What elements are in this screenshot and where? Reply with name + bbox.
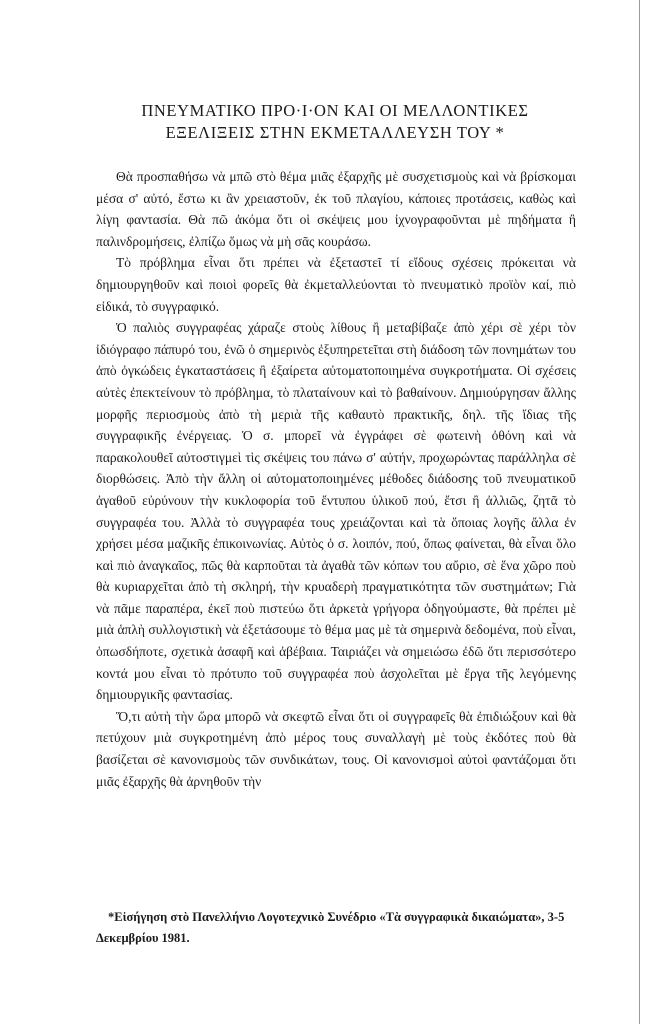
paragraph-2: Τὸ πρόβλημα εἶναι ὅτι πρέπει νὰ ἐξεταστεῖ τί εἴδους σχέσεις πρόκειται νὰ δημιουργηθοῦν καὶ ποιοὶ φορεῖς θὰ ἐκμεταλλεύονται τὸ πνευματικὸ προϊὸν καί, πιὸ εἰδικά, τὸ συγγραφικό. <box>96 255 576 314</box>
paragraph-4: Ὅ,τι αὐτὴ τὴν ὥρα μπορῶ νὰ σκεφτῶ εἶναι ὅτι οἱ συγγραφεῖς θὰ ἐπιδιώξουν καὶ θὰ πετύχουν μιὰ συγκροτημένη ἀπὸ μέρος τους συναλλαγὴ μὲ τοὺς ἐκδότες ποὺ θὰ βασίζεται σὲ κανονισμοὺς τῶν συνδικάτων, τους. Οἱ κανονισμοὶ αὐτοὶ φαντάζομαι ὅτι μιᾶς ἐξαρχῆς θὰ ἀρνηθοῦν τὴν <box>96 708 576 789</box>
article-body <box>96 166 576 792</box>
paragraph-1: Θὰ προσπαθήσω νὰ μπῶ στὸ θέμα μιᾶς ἐξαρχῆς μὲ συσχετισμοὺς καὶ νὰ βρίσκομαι μέσα σ' αὐτό, ἔστω κι ἂν χρειαστοῦν, ἐκ τοῦ πλαγίου, κάποιες προτάσεις, καθὼς καὶ λίγη φαντασία. Θὰ πῶ ἀκόμα ὅτι οἱ σκέψεις μου ἰχνογραφοῦνται μὲ πηδήματα ἢ παλινδρομήσεις, ἐλπίζω ὅμως νὰ μὴ σᾶς κουράσω. <box>96 169 576 249</box>
page-edge-line <box>639 0 640 1024</box>
footnote-text: *Εἰσήγηση στὸ Πανελλήνιο Λογοτεχνικὸ Συνέδριο «Τὰ συγγραφικὰ δικαιώματα», 3-5 Δεκεμβρίου 1981. <box>96 910 565 945</box>
title-line-2: ΕΞΕΛΙΞΕΙΣ ΣΤΗΝ ΕΚΜΕΤΑΛΛΕΥΣΗ ΤΟΥ * <box>165 123 505 142</box>
paragraph-3: Ὁ παλιὸς συγγραφέας χάραζε στοὺς λίθους ἢ μεταβίβαζε ἀπὸ χέρι σὲ χέρι τὸν ἰδιόγραφο πάπυρό του, ἐνῶ ὁ σημερινὸς ἐξυπηρετεῖται στὴ διάδοση τῶν πονημάτων του ἀπὸ ὀγκώδεις ἐγκαταστάσεις ἢ ἐξαίρετα αὐτοματοποιημένα συγκροτήματα. Οἱ σχέσεις αὐτὲς ἐπεκτείνουν τὸ πρόβλημα, τὸ πλαταίνουν καὶ τὸ βαθαίνουν. Δημιούργησαν ἄλλης μορφῆς περιοσμοὺς ἀπὸ τὴ μεριὰ τῆς καθαυτὸ πρακτικῆς, δηλ. τῆς ἴδιας τῆς συγγραφικῆς ἐνέργειας. Ὁ σ. μπορεῖ νὰ ἐγγράφει σὲ φωτεινὴ ὀθόνη καὶ νὰ παρακολουθεῖ αὐτοστιγμεὶ τὶς σκέψεις του πάνω σ' αὐτήν, προχωρώντας παράλληλα σὲ διορθώσεις. Ἀπὸ τὴν ἄλλη οἱ αὐτοματοποιημένες μέθοδες διάδοσης τοῦ πνευματικοῦ ἀγαθοῦ εὐρύνουν τὴν κυκλοφορία τοῦ ἔντυπου ὑλικοῦ πού, ἔτσι ἢ ἀλλιῶς, ζητᾶ τὸ συγγραφέα του. Ἀλλὰ τὸ συγγραφέα τους χρειάζονται καὶ τὰ ὅποιας λογῆς ἄλλα ἐν χρήσει μέσα μαζικῆς ἐπικοινωνίας. Αὐτὸς ὁ σ. λοιπόν, πού, ὅπως φαίνεται, θὰ εἶναι ὅλο καὶ πιὸ ἀναγκαῖος, πῶς θὰ καρποῦται τὰ ἀγαθὰ τῶν κόπων του αὔριο, σὲ ἕνα χῶρο ποὺ θὰ κυριαρχεῖται ἀπὸ τὴ σκληρή, τὴν κρυαδερὴ πραγματικότητα τῶν συστημάτων; Γιὰ νὰ πᾶμε παραπέρα, ἐκεῖ ποὺ πιστεύω ὅτι ἀρκετὰ γρήγορα ὁδηγούμαστε, θὰ πρέπει μὲ μιὰ ἁπλὴ συλλογιστικὴ νὰ ἐξετάσουμε τὸ θέμα μας μὲ τὰ σημερινὰ δεδομένα, ποὺ εἶναι, ὁπωσδήποτε, σχετικὰ ἀσαφῆ καὶ ἀβέβαια. Ταιριάζει νὰ σημειώσω ἐδῶ ὅτι περισσότερο κοντά μου εἶναι τὸ πρότυπο τοῦ συγγραφέα ποὺ ἀσχολεῖται μὲ ἔργα τῆς λεγόμενης δημιουργικῆς φαντασίας. <box>96 320 576 703</box>
title-line-1: ΠΝΕΥΜΑΤΙΚΟ ΠΡΟ·Ι·ΟΝ ΚΑΙ ΟΙ ΜΕΛΛΟΝΤΙΚΕΣ <box>141 101 529 120</box>
article-title <box>100 100 570 144</box>
footnote <box>96 907 586 949</box>
